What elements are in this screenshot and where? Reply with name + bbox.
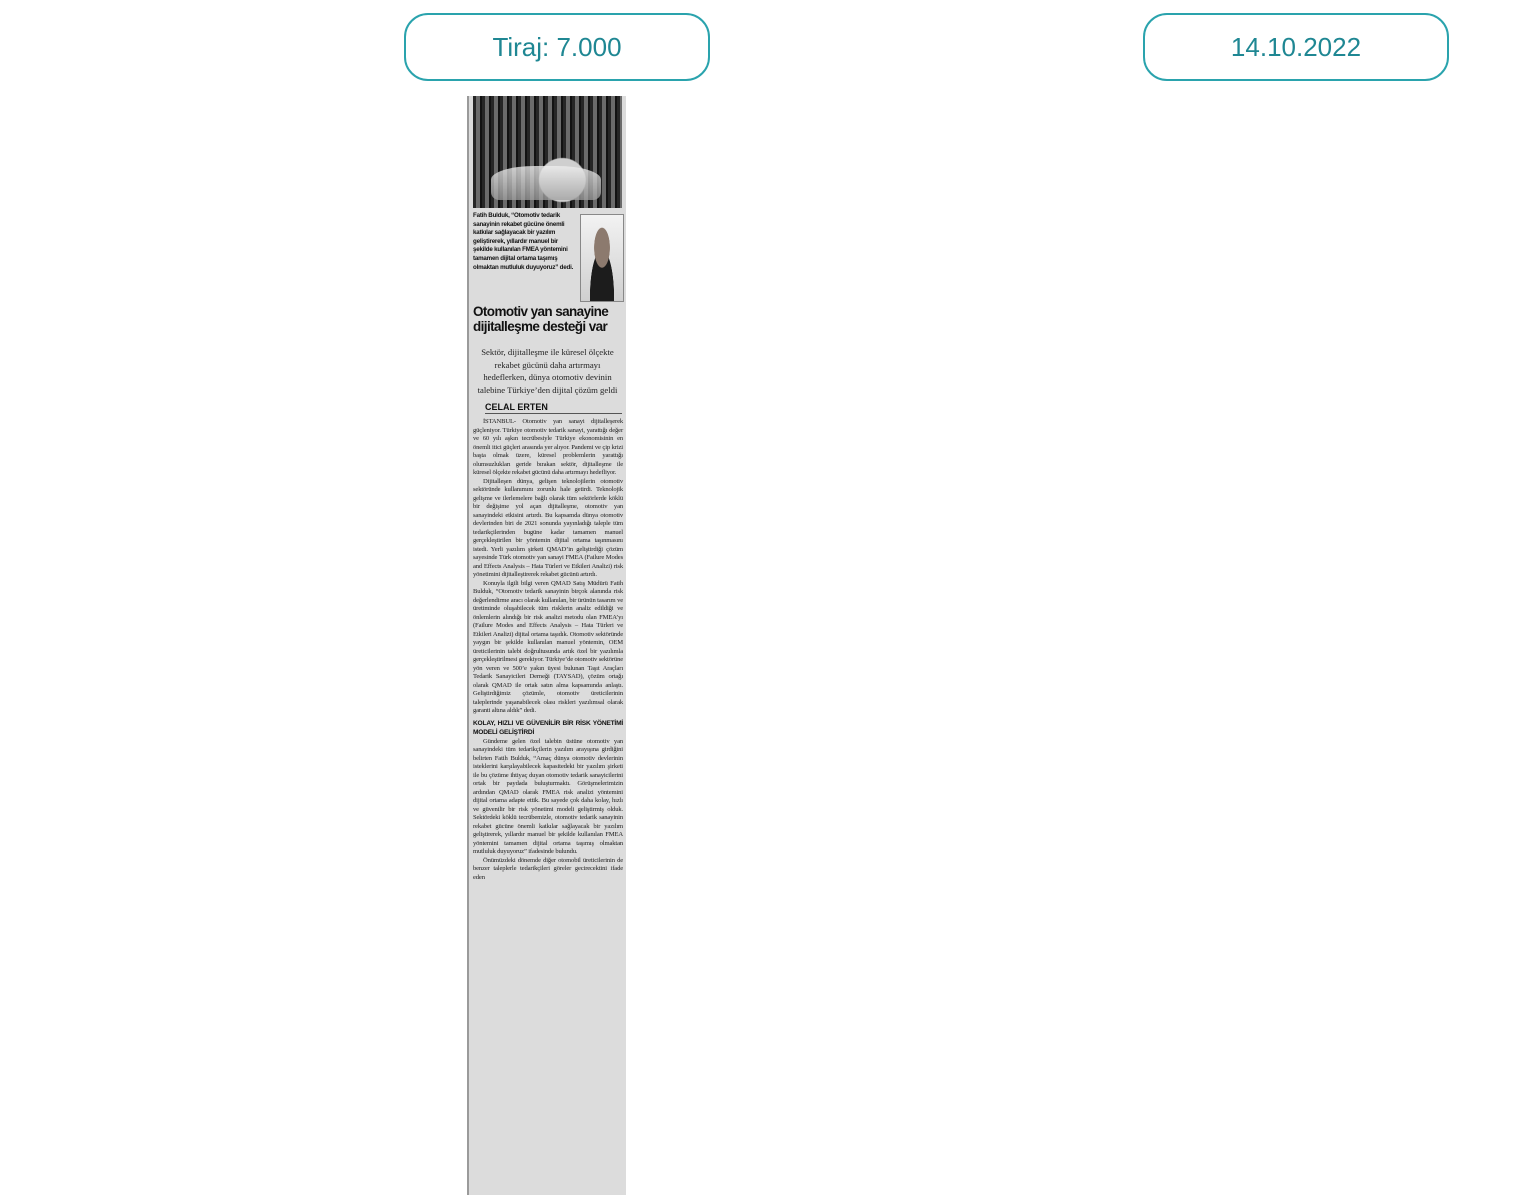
portrait-photo	[580, 214, 624, 302]
circulation-label: Tiraj: 7.000	[492, 31, 622, 62]
date-label: 14.10.2022	[1230, 31, 1362, 62]
date-badge	[1143, 13, 1449, 81]
factory-photo	[473, 96, 622, 208]
article-paragraph: Önümüzdeki dönemde diğer otomobil üreticilerinin de benzer taleplerle tedarikçileri göreler gecirecektini ifade eden	[473, 856, 623, 881]
article-paragraph: Konuyla ilgili bilgi veren QMAD Satış Müdürü Fatih Bulduk, “Otomotiv tedarik sanayinin birçok alanında risk değerlendirme aracı olarak kullanılan, bir ürünün tasarım ve üretiminde oluşabilecek tüm risklerin analiz edildiği ve önlemlerin alındığı bir risk analizi metodu olan FMEA’yı (Failure Modes and Effects Analysis – Hata Türleri ve Etkileri Analizi) dijital ortama taşıdık. Otomotiv sektöründe yaygın bir şekilde kullanılan manuel yöntemin, OEM üreticilerinin talebi doğrultusunda artık özel bir yazılımla gerçekleştirilmesi gerekiyor. Türkiye’de otomotiv sektörüne yön veren ve 500’e yakın üyesi bulunan Taşıt Araçları Tedarik Sanayicileri Derneği (TAYSAD), çözüm ortağı olarak QMAD ile ortak satın alma kapsamında anlaştı. Geliştirdiğimiz çözümle, otomotiv üreticilerinin taleplerinde yaşanabilecek olası riskleri yazılımsal olarak garanti altına aldık” dedi.	[473, 579, 623, 714]
article-byline: CELAL ERTEN	[485, 402, 622, 414]
article-headline: Otomotiv yan sanayine dijitalleşme desteği var	[473, 304, 609, 334]
newspaper-clipping	[467, 96, 626, 1195]
article-lede: Sektör, dijitalleşme ile küresel ölçekte rekabet gücünü daha artırmayı hedeflerken, dünya otomotiv devinin talebine Türkiye’den dijital çözüm geldi	[477, 347, 618, 395]
circulation-badge	[404, 13, 710, 81]
article-paragraph: İSTANBUL- Otomotiv yan sanayi dijitalleşerek güçleniyor. Türkiye otomotiv tedarik sanayi, yarattığı değer ve 60 yılı aşkın tecrübesiyle Türkiye ekonomisinin en önemli itici güçleri arasında yer alıyor. Pandemi ve çip krizi başta olmak üzere, küresel problemlerin yarattığı olumsuzlukları geride bırakan sektör, dijitalleşme ile küresel ölçekte rekabet gücünü daha artırmayı hedefliyor.	[473, 418, 623, 476]
article-subhead: KOLAY, HIZLI VE GÜVENİLİR BİR RİSK YÖNETİMİ MODELİ GELİŞTİRDİ	[473, 719, 623, 736]
article-paragraph: Gündeme gelen özel talebin üstüne otomotiv yan sanayindeki tüm tedarikçilerin yazılım arayışına girdiğini belirten Fatih Bulduk, “Amaç dünya otomotiv devlerinin isteklerini karşılayabilecek kapasitedeki bir yazılım şirketi ile bu çözüme ihtiyaç duyan otomotiv tedarik sanayicilerini ortak bir paydada buluşturmaktı. Görüşmelerimizin ardından QMAD olarak FMEA risk analizi yöntemini dijital ortama adapte ettik. Bu sayede çok daha kolay, hızlı ve güvenilir bir risk yönetimi modeli geliştirmiş olduk. Sektördeki köklü tecrübemizle, otomotiv tedarik sanayinin rekabet gücüne önemli katkılar sağlayacak bir yazılım geliştirerek, yıllardır manuel bir şekilde kullanılan FMEA yöntemini tamamen dijital ortama taşımış olmaktan mutluluk duyuyoruz” ifadesinde bulundu.	[473, 737, 623, 855]
photo-caption: Fatih Bulduk, “Otomotiv tedarik sanayinin rekabet gücüne önemli katkılar sağlayacak bir yazılım geliştirerek, yıllardır manuel bir şekilde kullanılan FMEA yöntemini tamamen dijital ortama taşımış olmaktan mutluluk duyuyoruz” dedi.	[473, 212, 574, 271]
article-body	[473, 418, 623, 882]
article-paragraph: Dijitalleşen dünya, gelişen teknolojilerin otomotiv sektöründe kullanımını zorunlu hale getirdi. Teknolojik gelişme ve ilerlemelere bağlı olarak tüm sektörlerde köklü bir değişime yol açan dijitalleşme, otomotiv yan sanayindeki etkisini artırdı. Bu kapsamda dünya otomotiv devlerinden biri de 2021 sonunda yayınladığı taleple tüm tedarikçilerinden bugüne kadar tamamen manuel gerçekleştirilen bir yöntemin dijital ortama taşınmasını istedi. Yerli yazılım şirketi QMAD’in geliştirdiği çözüm sayesinde Türk otomotiv yan sanayi FMEA (Failure Modes and Effects Analysis – Hata Türleri ve Etkileri Analizi) risk yönetimini dijitalleştirerek rekabet gücünü artırdı.	[473, 477, 623, 578]
